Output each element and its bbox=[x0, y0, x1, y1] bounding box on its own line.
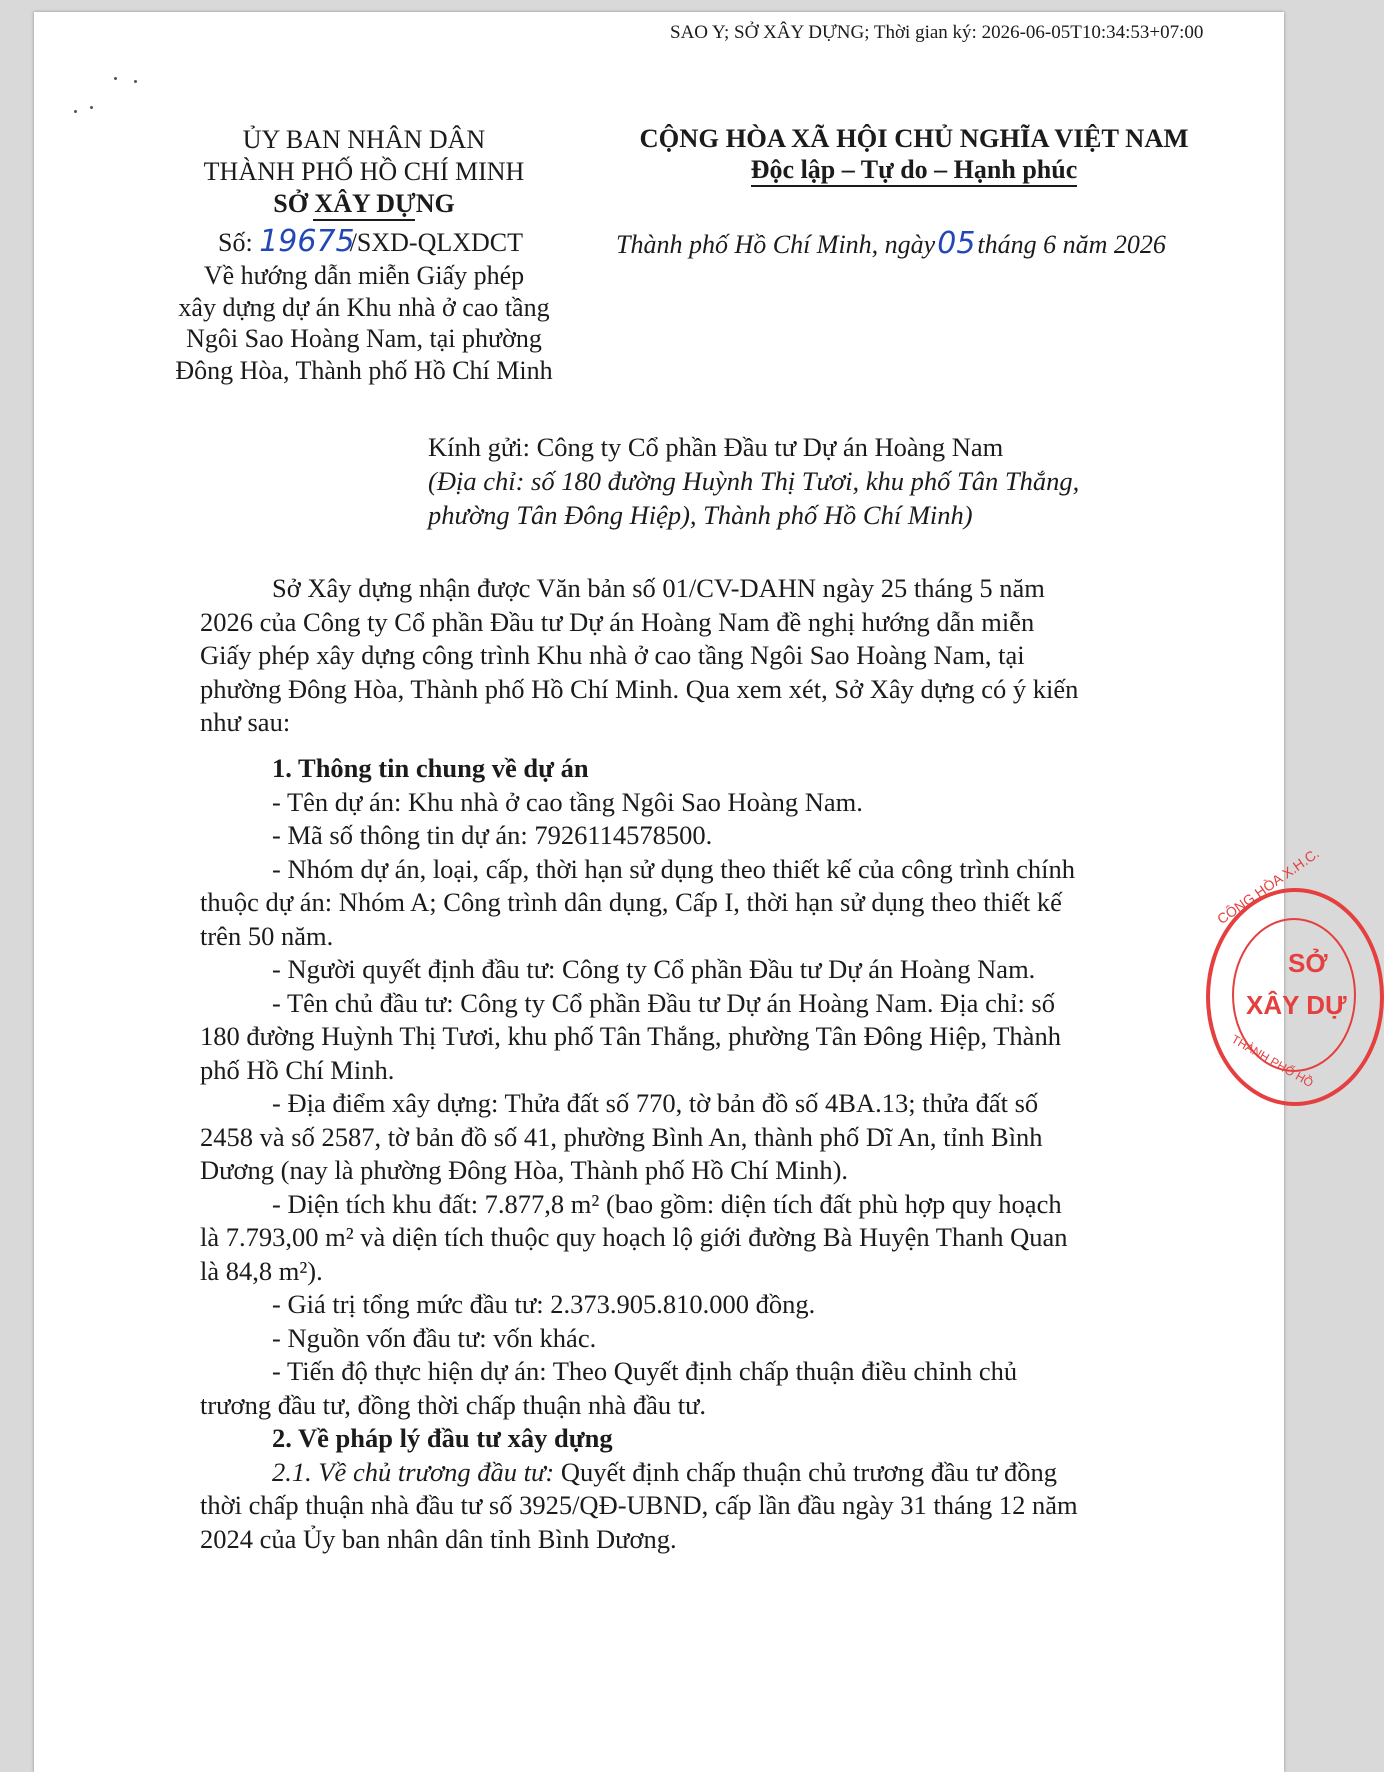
intro-line: Sở Xây dựng nhận được Văn bản số 01/CV-DAHN ngày 25 tháng 5 năm bbox=[272, 573, 1045, 603]
list-item: - Tên dự án: Khu nhà ở cao tầng Ngôi Sao Hoàng Nam. bbox=[272, 786, 863, 817]
list-item-line: 2458 và số 2587, tờ bản đồ số 41, phường Bình An, thành phố Dĩ An, tỉnh Bình bbox=[200, 1121, 1043, 1152]
list-item bbox=[200, 987, 1082, 1088]
subject-line: Đông Hòa, Thành phố Hồ Chí Minh bbox=[175, 355, 553, 385]
official-seal bbox=[1206, 844, 1384, 1106]
date-suffix: tháng 6 năm 2026 bbox=[977, 230, 1166, 259]
scan-speck bbox=[74, 110, 77, 113]
recipient-block bbox=[428, 430, 1079, 532]
intro-line: Giấy phép xây dựng công trình Khu nhà ở cao tầng Ngôi Sao Hoàng Nam, tại bbox=[200, 640, 1025, 670]
list-item-line: trương đầu tư, đồng thời chấp thuận nhà đầu tư. bbox=[200, 1389, 707, 1420]
seal-text-line2: XÂY DỰ bbox=[1246, 990, 1347, 1020]
document-number bbox=[218, 224, 523, 261]
scan-speck bbox=[134, 80, 137, 83]
list-item-line: 180 đường Huỳnh Thị Tươi, khu phố Tân Thắng, phường Tân Đông Hiệp, Thành bbox=[200, 1021, 1061, 1051]
section-1 bbox=[200, 752, 1082, 1556]
scan-speck bbox=[114, 77, 117, 80]
intro-line: như sau: bbox=[200, 707, 291, 737]
list-item: - Mã số thông tin dự án: 7926114578500. bbox=[272, 820, 713, 850]
national-header bbox=[594, 122, 1234, 187]
list-item: - Người quyết định đầu tư: Công ty Cổ phần Đầu tư Dự án Hoàng Nam. bbox=[272, 954, 1036, 984]
list-item bbox=[200, 853, 1082, 954]
document-date bbox=[616, 226, 1166, 263]
recipient-address: (Địa chỉ: số 180 đường Huỳnh Thị Tươi, khu phố Tân Thắng, bbox=[428, 466, 1080, 496]
document-page bbox=[34, 12, 1347, 1772]
list-item-line: - Tên chủ đầu tư: Công ty Cổ phần Đầu tư Dự án Hoàng Nam. Địa chỉ: số bbox=[272, 987, 1055, 1018]
seal-text-top: CỘNG HÒA X.H.C. bbox=[1214, 844, 1322, 928]
list-item-line: phố Hồ Chí Minh. bbox=[200, 1054, 395, 1085]
list-item-line: là 84,8 m²). bbox=[200, 1255, 323, 1286]
section-2-1-line: 2024 của Ủy ban nhân dân tỉnh Bình Dương. bbox=[200, 1523, 677, 1554]
recipient-line: Kính gửi: Công ty Cổ phần Đầu tư Dự án Hoàng Nam bbox=[428, 432, 1004, 462]
date-prefix: Thành phố Hồ Chí Minh, ngày bbox=[616, 230, 936, 259]
list-item bbox=[200, 1355, 1082, 1422]
subject-block bbox=[164, 260, 564, 386]
section-2-1-line bbox=[200, 1456, 1082, 1490]
subject-line: Ngôi Sao Hoàng Nam, tại phường bbox=[186, 324, 542, 353]
section-1-heading: 1. Thông tin chung về dự án bbox=[272, 753, 589, 783]
issuer-line2: THÀNH PHỐ HỒ CHÍ MINH bbox=[203, 157, 525, 186]
nation-name: CỘNG HÒA XÃ HỘI CHỦ NGHĨA VIỆT NAM bbox=[639, 123, 1189, 153]
issuer-department: SỞ XÂY DỰNG bbox=[273, 189, 455, 218]
motto: Độc lập – Tự do – Hạnh phúc bbox=[751, 155, 1078, 187]
subject-line: Về hướng dẫn miễn Giấy phép bbox=[203, 261, 525, 290]
subject-line: xây dựng dự án Khu nhà ở cao tầng bbox=[178, 292, 550, 322]
section-2-1-line: thời chấp thuận nhà đầu tư số 3925/QĐ-UBND, cấp lần đầu ngày 31 tháng 12 năm bbox=[200, 1490, 1078, 1520]
list-item bbox=[200, 1087, 1082, 1188]
issuer-line1: ỦY BAN NHÂN DÂN bbox=[242, 125, 486, 154]
list-item-line: là 7.793,00 m² và diện tích thuộc quy hoạch lộ giới đường Bà Huyện Thanh Quan bbox=[200, 1222, 1068, 1252]
section-2-1-text: Quyết định chấp thuận chủ trương đầu tư đồng bbox=[554, 1456, 1057, 1487]
list-item-line: thuộc dự án: Nhóm A; Công trình dân dụng, Cấp I, thời hạn sử dụng theo thiết kế bbox=[200, 887, 1062, 917]
list-item: - Giá trị tổng mức đầu tư: 2.373.905.810.000 đồng. bbox=[272, 1289, 816, 1319]
intro-line: phường Đông Hòa, Thành phố Hồ Chí Minh. Qua xem xét, Sở Xây dựng có ý kiến bbox=[200, 673, 1079, 704]
signature-stamp: SAO Y; SỞ XÂY DỰNG; Thời gian ký: 2026-06-05T10:34:53+07:00 bbox=[670, 22, 1204, 43]
seal-text-line1: SỞ bbox=[1288, 948, 1328, 978]
date-day-handwritten: 05 bbox=[937, 226, 976, 261]
list-item-line: - Tiến độ thực hiện dự án: Theo Quyết định chấp thuận điều chỉnh chủ bbox=[272, 1356, 1018, 1386]
number-handwritten: 19675 bbox=[259, 224, 355, 259]
intro-line: 2026 của Công ty Cổ phần Đầu tư Dự án Hoàng Nam đề nghị hướng dẫn miễn bbox=[200, 606, 1035, 637]
number-suffix: /SXD-QLXDCT bbox=[349, 228, 524, 257]
list-item: - Nguồn vốn đầu tư: vốn khác. bbox=[272, 1322, 597, 1353]
list-item-line: trên 50 năm. bbox=[200, 920, 334, 951]
scan-speck bbox=[90, 106, 93, 109]
intro-paragraph bbox=[200, 572, 1082, 740]
recipient-address: phường Tân Đông Hiệp), Thành phố Hồ Chí Minh) bbox=[428, 500, 973, 530]
issuer-block bbox=[164, 124, 564, 220]
motto-line bbox=[594, 154, 1234, 187]
list-item-line: - Diện tích khu đất: 7.877,8 m² (bao gồm: diện tích đất phù hợp quy hoạch bbox=[272, 1188, 1062, 1219]
list-item-line: - Nhóm dự án, loại, cấp, thời hạn sử dụng theo thiết kế của công trình chính bbox=[272, 853, 1075, 884]
issuer-underline bbox=[313, 219, 415, 221]
list-item-line: Dương (nay là phường Đông Hòa, Thành phố Hồ Chí Minh). bbox=[200, 1155, 849, 1185]
list-item bbox=[200, 1188, 1082, 1289]
list-item-line: - Địa điểm xây dựng: Thửa đất số 770, tờ bản đồ số 4BA.13; thửa đất số bbox=[272, 1088, 1039, 1118]
section-2-1-label: 2.1. Về chủ trương đầu tư: bbox=[272, 1456, 555, 1487]
seal-text-bottom: THÀNH PHỐ HỒ bbox=[1229, 1032, 1316, 1091]
number-prefix: Số: bbox=[218, 228, 253, 257]
section-2-heading: 2. Về pháp lý đầu tư xây dựng bbox=[272, 1423, 613, 1453]
issuer-line3 bbox=[164, 188, 564, 220]
